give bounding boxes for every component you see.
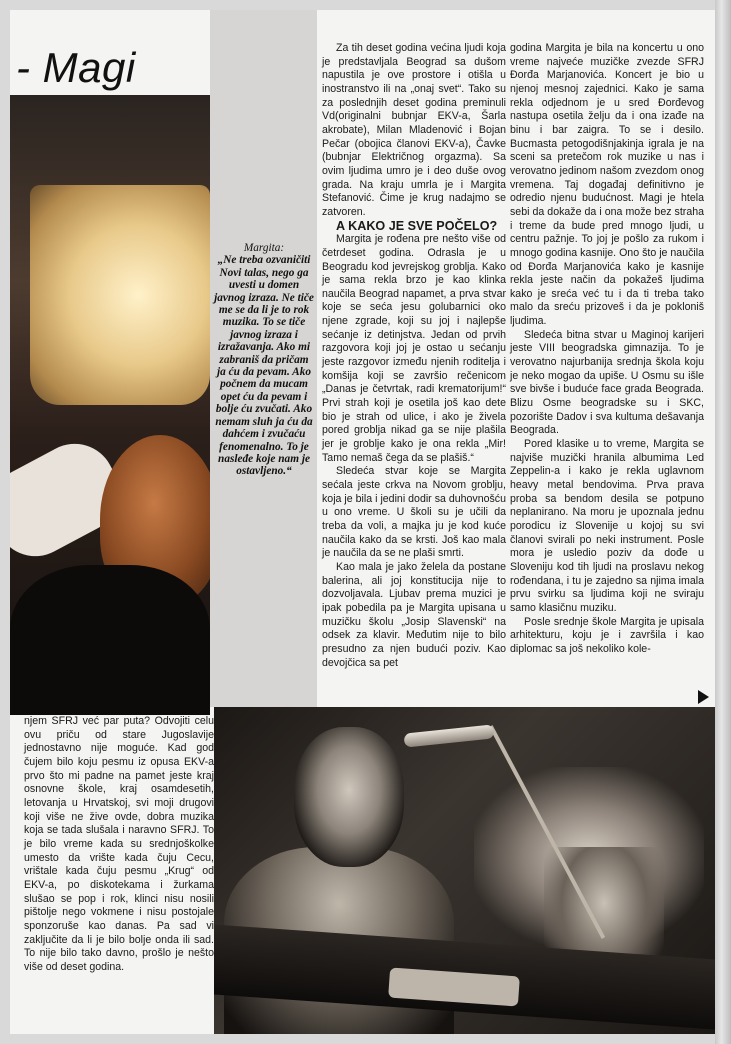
keyboardist-head [294,727,404,867]
quote-text: „Ne treba ozvaničiti Novi talas, nego ga uvesti u domen javnog izraza. Ne tiče me se da li je to rok muzika. To se tiče javnog izraza i izražavanja. Ako mi zabraniš da pričam ja ću da pevam. Ako počnem da mucam opet ću da pevam i bolje ću zvučati. Ako nemam sluh ja ću da dahćem i zvučaću fenomenalno. To je nasleđe koje nam je ostavljeno.“ [214,254,314,478]
microphone-icon [404,724,495,747]
page-edge [715,0,731,1044]
paragraph: godina Margita je bila na koncertu u ono vreme najveće muzičke zvezde SFRJ Đorđa Marjanovića. Koncert je bio u njenoj mesnoj zajednici. Kako je sama rekla odjednom je u sred Đorđevog nastupa osetila želju da i ona izađe na binu i bar zaigra. To se i desilo. Bucmasta petogodišnjakinja igrala je na sceni sa pretečom rok muzike u nas i verovatno jedinom našom zvezdom onog vremena. Taj događaj definitivno je odredio njenu budućnost. Magi je htela sebi da dokaže da i ona može bez straha i treme da bude pred mnogo ljudi, u centru pažnje. To joj je pošlo za rukom i mnogo godina kasnije. Ono što je naučila od Đorđa Marjanovića kako je kasnije rekla jeste način da pokažeš ljudima kako je sreća već tu i da ti treba tako malo da sreću prizoveš i da je pokloniš ljudima. [510,42,704,328]
text-column-2 [510,42,704,657]
paragraph: Posle srednje škole Margita je upisala arhitekturu, koju je i završila i kao diplomac sa još nekoliko kole- [510,615,704,655]
magazine-page [10,10,715,1034]
paragraph: Sledeća stvar koje se Margita sećala jeste crkva na Novom groblju, koja je bila i jedini dodir sa duhovnošću u ono vreme. U školi su je učili da treba da voli, a majka ju je kod kuće naučila kako da se krsti. Još kao mala je naučila da se ne plaši smrti. [322,465,506,560]
lamp-shade [30,185,210,405]
paragraph: Pored klasike u to vreme, Margita se najviše muzički hranila albumima Led Zeppelin-a i kako je rekla uglavnom heavy metal bendovima. Prva prava proba sa bendom desila se potpuno neplanirano. Na moru je upoznala jednu porodicu iz Slovenije u kojoj su svi članovi svirali po neki instrument. Posle mora je usledio poziv da dođe u Sloveniju kod tih ljudi na proslavu nekog rođendana, i tu je zajedno sa njima imala prvu svirku sa ljudima koji ne sviraju samo klasičnu muziku. [510,438,704,614]
paragraph: Margita je rođena pre nešto više od četrdeset godina. Odrasla je u Beogradu kod jevrejskog groblja. Kako je sama rekla brzo je kao klinka naučila Beograd napamet, a prva stvar koje se seća jesu golubarnici oko njene zgrade, koji su joj i najlepše sećanje iz detinjstva. Jedan od prvih razgovora koji joj je ostao u sećanju jeste razgovor između njenih roditelja i komšija koji se završio rečenicom „Danas je četvrtak, radi krematorijum!“ Prvi strah koji je osetila još kao dete bio je strah od ulice, i ako je živela pored groblja nikad ga se nije plašila jer je groblje kako je ona rekla „Mir! Tamo nemaš čega da se plašiš.“ [322,233,506,464]
paragraph: njem SFRJ već par puta? Odvojiti celu ovu priču od stare Jugoslavije jednostavno nije moguće. Kad god čujem bilo koju pesmu iz opusa EKV-a prvo što mi padne na pamet jeste kraj osnovne škole, kraj osamdesetih, letovanja u Hrvatskoj, svi moji drugovi koji više ne žive ovde, dobra muzika koja se tada slušala i naravno SFRJ. To je bilo vreme kada su srednjoškolke umesto da vrište kada čuju Cecu, vrištale kada čuju pesmu „Krug“ od EKV-a, po diskotekama i žurkama slušao se pop i rok, klinci nisu nosili pištolje nego vokmene i nisu postojale sponzoruše kao danas. Pa sad vi zaključite da li je bilo bolje onda ili sad. To nije bilo tako davno, prošlo je nešto više od deset godina. [24,715,214,973]
text-column-1 [322,42,506,670]
paragraph: Kao mala je jako želela da postane balerina, ali joj konstitucija nije to dozvoljavala. Ljubav prema muzici je ipak pobedila pa je Margita upisana u muzičku školu „Josip Slavenski“ na odsek za klavir. Međutim nije to bilo presudno za njen budući poziv. Kao devojčica sa pet [322,560,506,669]
quote-speaker: Margita: [243,242,285,254]
paragraph: Sledeća bitna stvar u Maginoj karijeri jeste VIII beogradska gimnazija. To je verovatno najurbanija srednja škola koju je neko mogao da upiše. U Osmu su išle sve bivše i buduće face grada Beograda. Blizu Osme beogradske su i SKC, pozorište Dadov i sva kultuma dešavanja Beograda. [510,328,704,437]
article-title: - Magi [16,44,136,91]
person-body [10,565,210,715]
section-heading: A KAKO JE SVE POČELO? [336,218,498,233]
continue-arrow-icon [698,690,709,704]
pull-quote [214,242,314,478]
photo-band-concert [214,707,715,1034]
photo-margita-lamp [10,95,210,715]
text-column-3 [24,715,214,974]
paragraph: Za tih deset godina većina ljudi koja je predstavljala Beograd sa dušom napustila je ove prostore i otišla u inostranstvo ili na „onaj svet“. Tako su za poslednjih deset godina preminuli Vd(originalni bubnjar EKV-a, Šarla akrobate), Milan Mladenović i Bojan Pečar (obojica članovi EKV-a), Čavke (bubnjar Električnog orgazma). Sa ovim ljudima umro je i deo duše ovog grada. Na kraju umrla je i Margita Stefanović. Čime je krug nadajmo se zatvoren. [322,42,506,218]
